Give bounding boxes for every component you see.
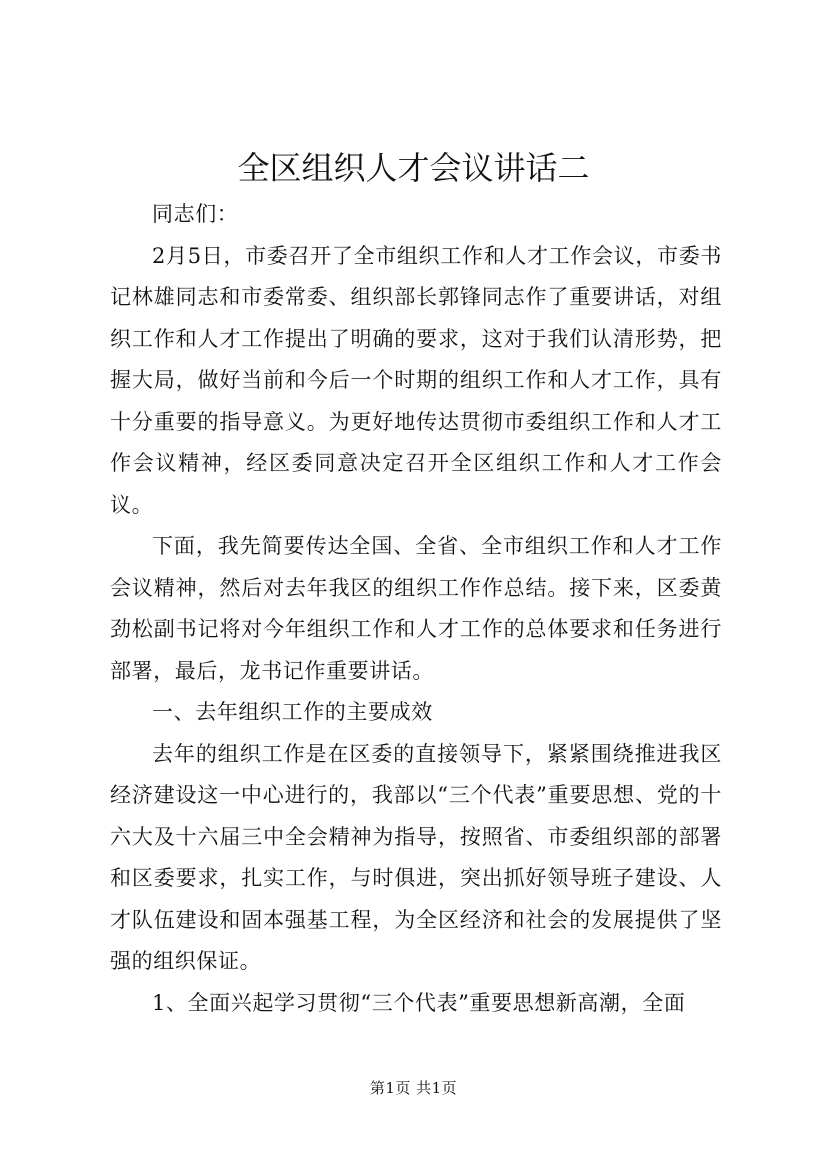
document-body — [110, 194, 722, 1024]
section-heading-achievements: 一、去年组织工作的主要成效 — [152, 700, 433, 724]
paragraph-item-1: 1、全面兴起学习贯彻“三个代表”重要思想新高潮，全面 — [152, 990, 686, 1015]
paragraph-meeting-background: 2月5日，市委召开了全市组织工作和人才工作会议，市委书记林雄同志和市委常委、组织部长郭锋同志作了重要讲话，对组织工作和人才工作提出了明确的要求，这对于我们认清形势，把握大局，做好当前和今后一个时期的组织工作和人才工作，具有十分重要的指导意义。为更好地传达贯彻市委组织工作和人才工作会议精神，经区委同意决定召开全区组织工作和人才工作会议。 — [110, 243, 722, 517]
paragraph-last-year-work: 去年的组织工作是在区委的直接领导下，紧紧围绕推进我区经济建设这一中心进行的，我部以“三个代表”重要思想、党的十六大及十六届三中全会精神为指导，按照省、市委组织部的部署和区委要求，扎实工作，与时俱进，突出抓好领导班子建设、人才队伍建设和固本强基工程，为全区经济和社会的发展提供了坚强的组织保证。 — [110, 741, 722, 973]
document-title: 全区组织人才会议讲话二 — [237, 149, 590, 187]
page-footer: 第1页 共1页 — [369, 1079, 458, 1097]
paragraph-salutation: 同志们： — [152, 202, 239, 226]
paragraph-agenda: 下面，我先简要传达全国、全省、全市组织工作和人才工作会议精神，然后对去年我区的组织工作作总结。接下来，区委黄劲松副书记将对今年组织工作和人才工作的总体要求和任务进行部署，最后，龙书记作重要讲话。 — [110, 534, 722, 683]
